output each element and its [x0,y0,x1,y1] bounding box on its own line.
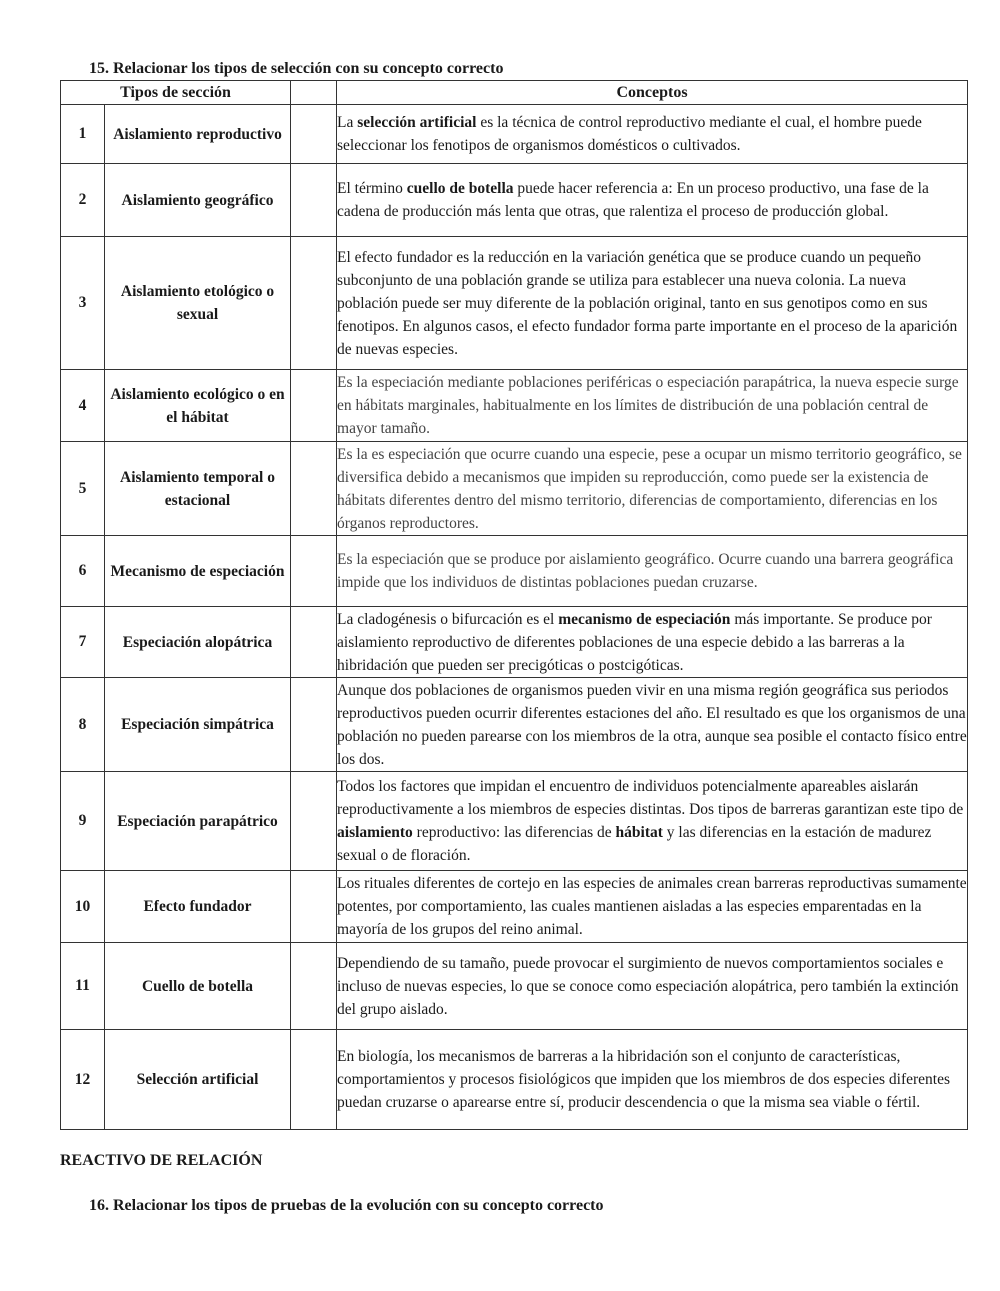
row-number: 5 [61,442,105,536]
selection-type: Selección artificial [105,1030,291,1130]
row-number: 11 [61,943,105,1030]
answer-cell[interactable] [291,607,337,678]
section-heading: REACTIVO DE RELACIÓN [60,1152,263,1169]
table-row [61,536,968,607]
table-row [61,678,968,772]
table-row [61,772,968,871]
row-number: 7 [61,607,105,678]
row-number: 10 [61,871,105,943]
concept-text: La selección artificial es la técnica de control reproductivo mediante el cual, el hombre puede seleccionar los fenotipos de organismos domésticos o cultivados. [337,105,968,164]
selection-type: Efecto fundador [105,871,291,943]
concept-text: Es la especiación que se produce por aislamiento geográfico. Ocurre cuando una barrera geográfica impide que los individuos de distintas poblaciones puedan cruzarse. [337,536,968,607]
concept-text: Es la especiación mediante poblaciones periféricas o especiación parapátrica, la nueva especie surge en hábitats marginales, habitualmente en los límites de distribución de una población central de mayor tamaño. [337,370,968,442]
table-row [61,237,968,370]
concept-text: La cladogénesis o bifurcación es el mecanismo de especiación más importante. Se produce por aislamiento reproductivo de diferentes poblaciones de una especie debido a las barreras a la hibridación que pueden ser precigóticas o postcigóticas. [337,607,968,678]
answer-cell[interactable] [291,772,337,871]
matching-table [60,80,968,1130]
answer-cell[interactable] [291,164,337,237]
table-row [61,943,968,1030]
selection-type: Mecanismo de especiación [105,536,291,607]
selection-type: Aislamiento geográfico [105,164,291,237]
answer-cell[interactable] [291,370,337,442]
selection-type: Especiación parapátrico [105,772,291,871]
row-number: 12 [61,1030,105,1130]
concept-text: En biología, los mecanismos de barreras a la hibridación son el conjunto de características, comportamientos y procesos fisiológicos que impiden que los miembros de dos especies diferentes puedan cruzarse o aparearse entre sí, producir descendencia o que la misma sea viable o fértil. [337,1030,968,1130]
selection-type: Cuello de botella [105,943,291,1030]
selection-type: Aislamiento ecológico o en el hábitat [105,370,291,442]
table-row [61,607,968,678]
table-row [61,105,968,164]
row-number: 8 [61,678,105,772]
concept-text: Aunque dos poblaciones de organismos pueden vivir en una misma región geográfica sus periodos reproductivos pueden ocurrir diferentes estaciones del año. El resultado es que los organismos de una población no pueden parearse con los miembros de la otra, aunque sea posible el contacto físico entre los dos. [337,678,968,772]
concept-text: Los rituales diferentes de cortejo en las especies de animales crean barreras reproductivas sumamente potentes, por comportamiento, las cuales mantienen aisladas a las especies emparentadas en la mayoría de los grupos del reino animal. [337,871,968,943]
answer-cell[interactable] [291,536,337,607]
question-16-title: 16. Relacionar los tipos de pruebas de la evolución con su concepto correcto [89,1197,604,1214]
row-number: 6 [61,536,105,607]
table-row [61,164,968,237]
concept-text: Dependiendo de su tamaño, puede provocar el surgimiento de nuevos comportamientos sociales e incluso de nuevas especies, lo que se conoce como especiación alopátrica, pero también la extinción del grupo aislado. [337,943,968,1030]
answer-cell[interactable] [291,237,337,370]
header-concepts: Conceptos [337,81,968,105]
row-number: 4 [61,370,105,442]
selection-type: Aislamiento etológico o sexual [105,237,291,370]
selection-type: Aislamiento reproductivo [105,105,291,164]
answer-cell[interactable] [291,678,337,772]
header-blank [291,81,337,105]
row-number: 9 [61,772,105,871]
answer-cell[interactable] [291,105,337,164]
selection-type: Aislamiento temporal o estacional [105,442,291,536]
row-number: 1 [61,105,105,164]
concept-text: El efecto fundador es la reducción en la variación genética que se produce cuando un pequeño subconjunto de una población grande se utiliza para establecer una nueva colonia. La nueva población puede ser muy diferente de la población original, tanto en sus genotipos como en sus fenotipos. En algunos casos, el efecto fundador forma parte importante en el proceso de la aparición de nuevas especies. [337,237,968,370]
question-15-title: 15. Relacionar los tipos de selección con su concepto correcto [89,60,504,77]
table-row [61,1030,968,1130]
answer-cell[interactable] [291,1030,337,1130]
row-number: 2 [61,164,105,237]
table-row [61,442,968,536]
selection-type: Especiación simpátrica [105,678,291,772]
answer-cell[interactable] [291,871,337,943]
table-row [61,871,968,943]
concept-text: Es la es especiación que ocurre cuando una especie, pese a ocupar un mismo territorio geográfico, se diversifica debido a mecanismos que impiden su reproducción, como puede ser la existencia de hábitats diferentes dentro del mismo territorio, diferencias de comportamiento, diferencias en los órganos reproductores. [337,442,968,536]
concept-text: El término cuello de botella puede hacer referencia a: En un proceso productivo, una fase de la cadena de producción más lenta que otras, que ralentiza el proceso de producción global. [337,164,968,237]
concept-text: Todos los factores que impidan el encuentro de individuos potencialmente apareables aislarán reproductivamente a los miembros de especies distintas. Dos tipos de barreras garantizan este tipo de aislamiento reproductivo: las diferencias de hábitat y las diferencias en la estación de madurez sexual o de floración. [337,772,968,871]
header-types: Tipos de sección [61,81,291,105]
answer-cell[interactable] [291,442,337,536]
table-row [61,370,968,442]
selection-type: Especiación alopátrica [105,607,291,678]
answer-cell[interactable] [291,943,337,1030]
table-header-row [61,81,968,105]
row-number: 3 [61,237,105,370]
